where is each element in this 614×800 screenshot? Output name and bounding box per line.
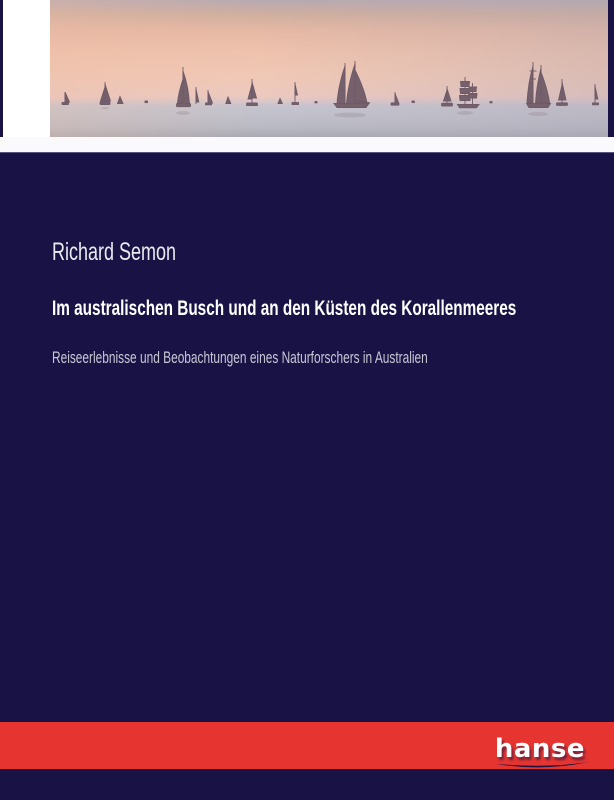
ship-silhouettes bbox=[50, 0, 608, 137]
publisher-logo bbox=[495, 736, 585, 762]
publisher-logo-text: hanse bbox=[494, 734, 585, 764]
author-name: Richard Semon bbox=[52, 238, 177, 266]
cover-photo-sailing-ships bbox=[50, 0, 608, 137]
cover-edge-right bbox=[608, 0, 614, 137]
cover-header-area bbox=[0, 0, 614, 152]
publisher-band bbox=[0, 722, 614, 769]
photo-bottom-margin bbox=[0, 137, 614, 152]
book-subtitle: Reiseerlebnisse und Beobachtungen eines Naturforschers in Australien bbox=[52, 348, 428, 367]
cover-edge-left bbox=[0, 0, 3, 152]
book-title: Im australischen Busch und an den Küsten des Korallenmeeres bbox=[52, 297, 517, 320]
logo-swoosh-icon bbox=[495, 761, 589, 770]
